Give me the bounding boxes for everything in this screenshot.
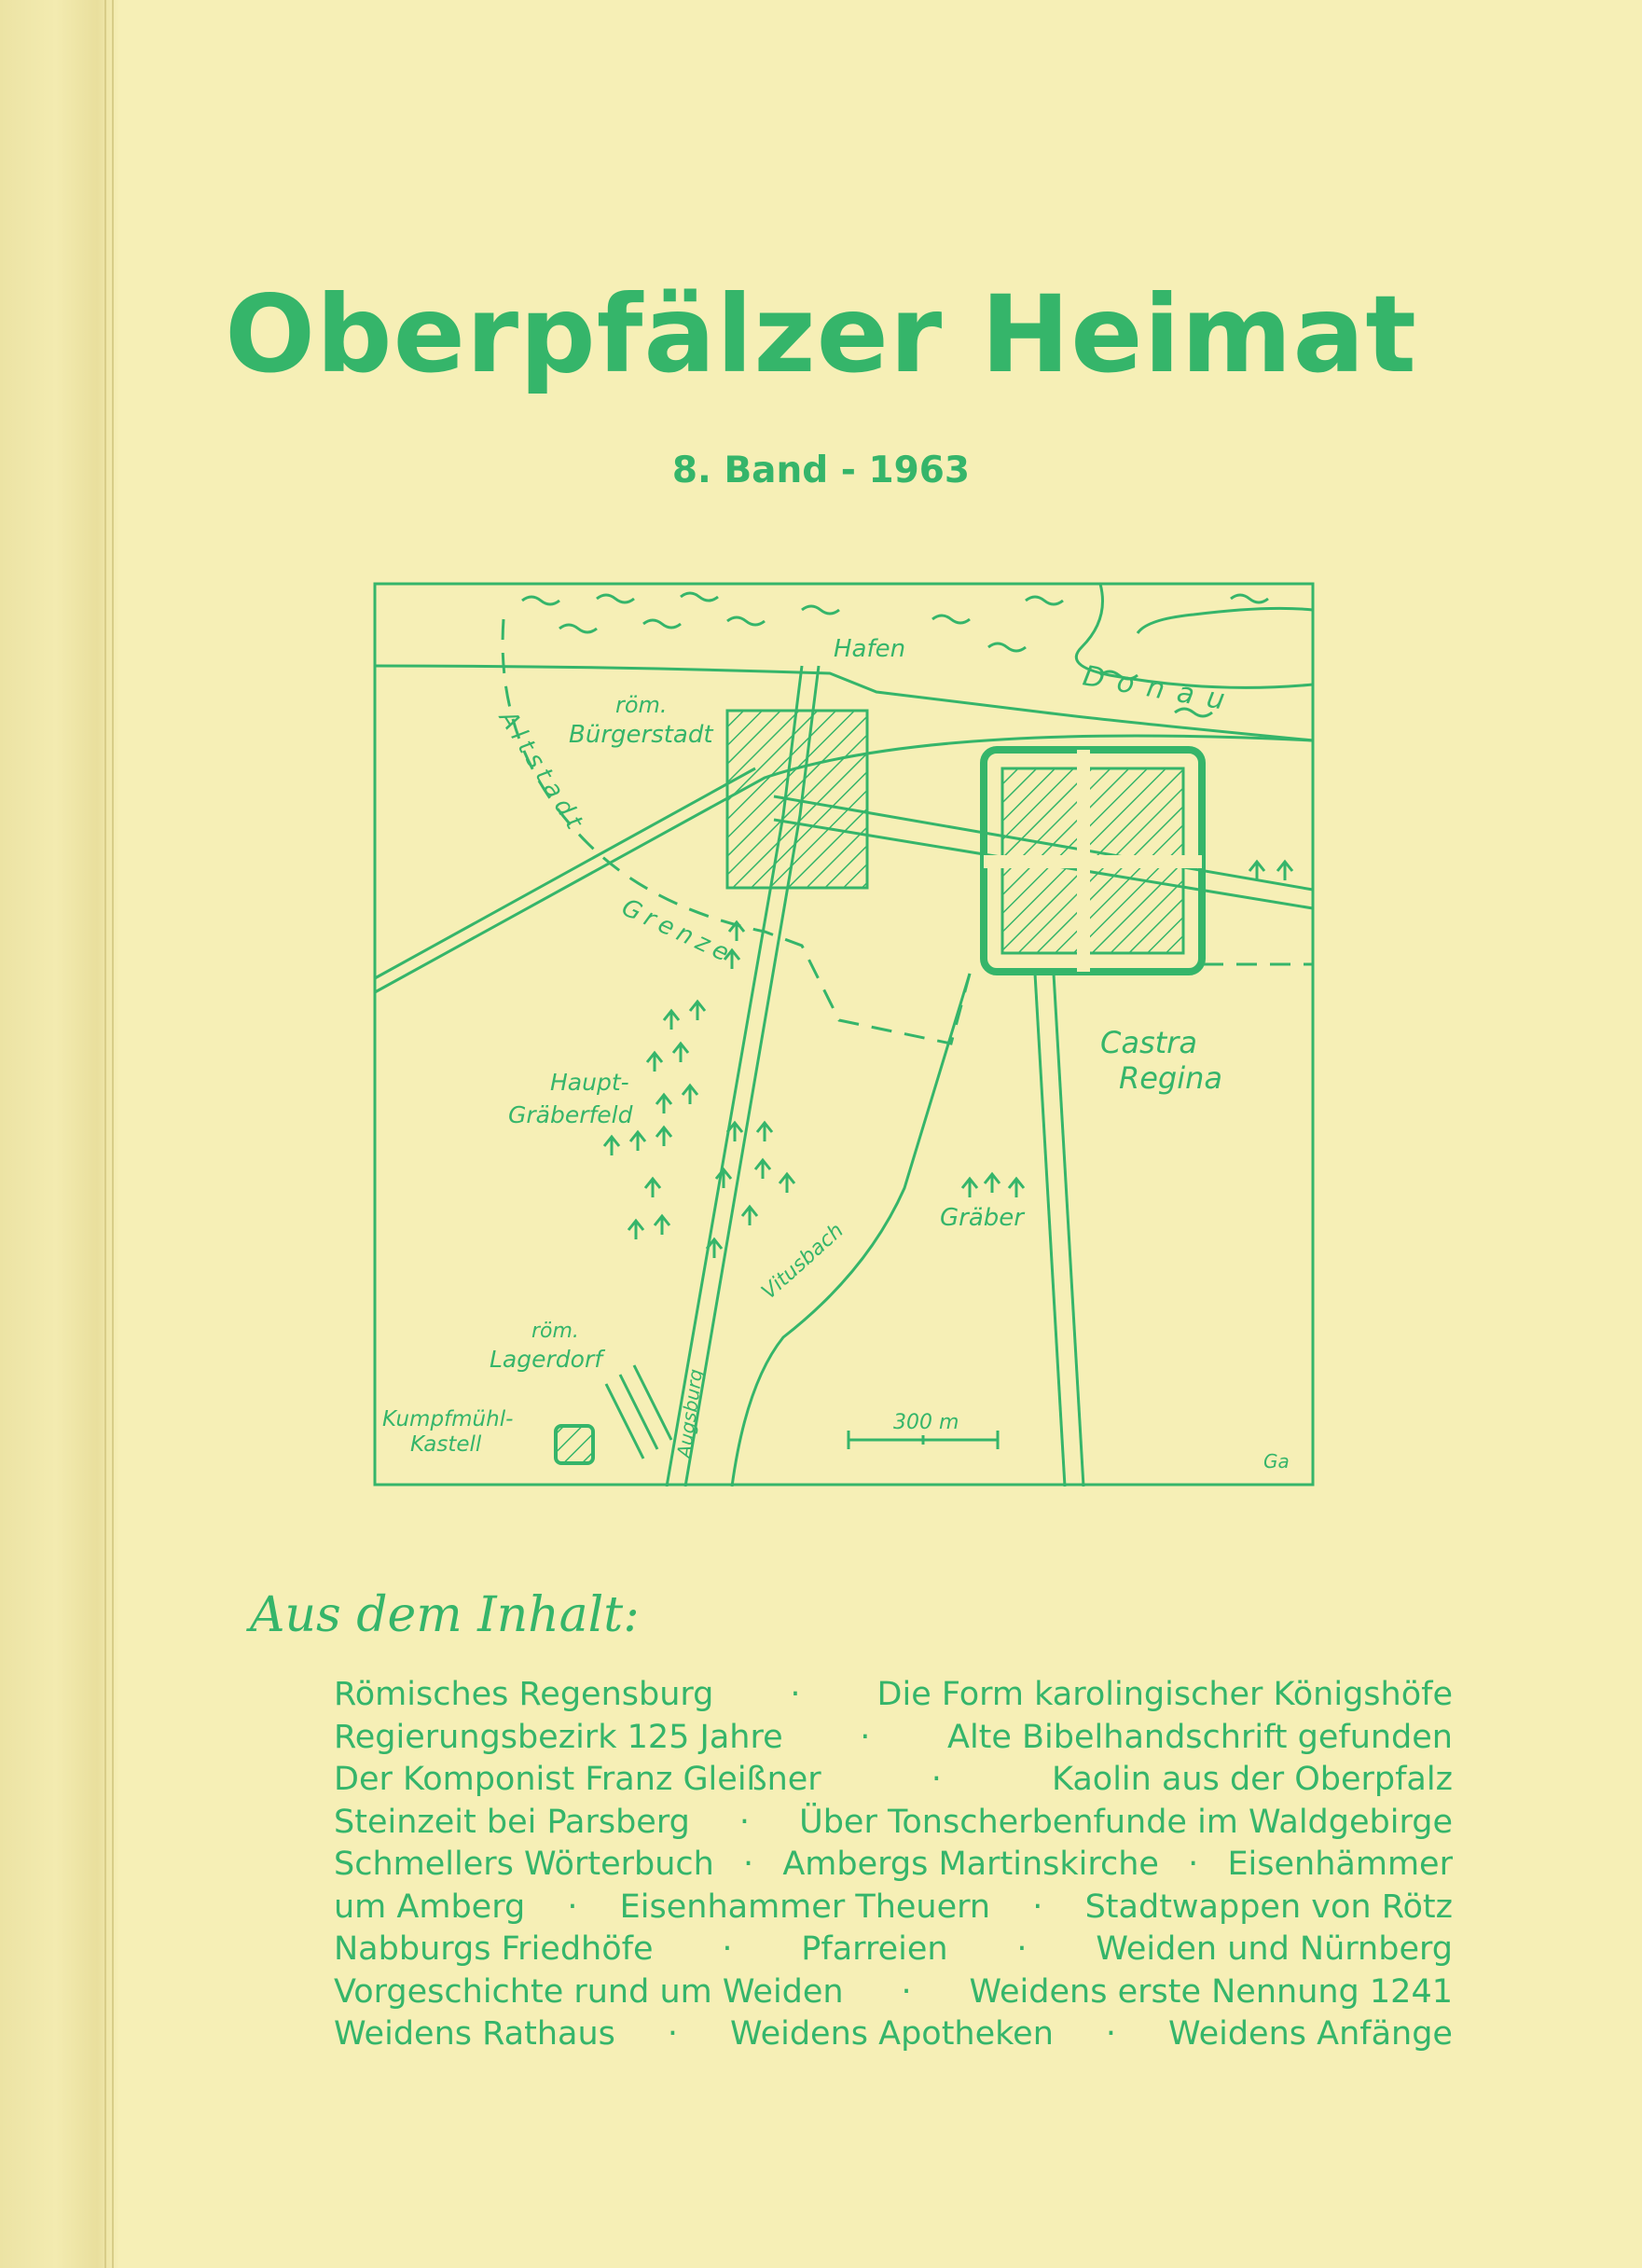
contents-item: Weidens Apotheken [730,2015,1054,2053]
contents-line [334,1887,1453,1929]
label-castra-1: Castra [1100,1025,1197,1060]
label-haupt-2: Gräberfeld [508,1101,633,1128]
contents-item: Der Komponist Franz Gleißner [334,1761,821,1798]
contents-item: Die Form karolingischer Königshöfe [876,1676,1453,1713]
contents-item: Nabburgs Friedhöfe [334,1930,654,1968]
contents-separator: · [722,1930,733,1968]
road-south [1035,974,1065,1487]
contents-item: Römisches Regensburg [334,1676,714,1713]
label-lagerdorf-2: Lagerdorf [490,1346,603,1373]
contents-item: Eisenhammer Theuern [619,1888,991,1926]
label-rom-burgerstadt-1: röm. [615,692,668,718]
contents-line [334,1674,1453,1717]
contents-item: Über Tonscherbenfunde im Waldgebirge [799,1803,1453,1841]
contents-line [334,1802,1453,1845]
contents-line [334,2013,1453,2056]
label-vitusbach: Vitusbach [757,1219,849,1305]
contents-item: Kaolin aus der Oberpfalz [1052,1761,1453,1798]
map-drawing [373,582,1315,1487]
label-castra-2: Regina [1119,1060,1223,1096]
contents-item: Weidens Rathaus [334,2015,615,2053]
river-island-line [1138,608,1313,633]
label-grenze: Grenze [617,893,738,970]
label-kumpfmuhl-2: Kastell [410,1432,482,1457]
cover-title: Oberpfälzer Heimat [225,272,1417,396]
contents-separator: · [860,1718,871,1756]
label-graber: Gräber [940,1204,1024,1232]
contents-separator: · [738,1803,751,1841]
contents-separator: · [567,1888,578,1926]
contents-separator: · [1188,1846,1199,1883]
contents-item: Pfarreien [801,1930,948,1968]
contents-separator: · [790,1676,801,1713]
label-haupt-1: Haupt- [550,1069,629,1096]
lagerdorf-hatch [606,1365,671,1459]
contents-heading: Aus dem Inhalt: [250,1587,640,1643]
contents-line [334,1844,1453,1887]
contents-separator: · [1032,1888,1043,1926]
contents-item: Stadtwappen von Rötz [1084,1888,1453,1926]
contents-separator: · [931,1761,942,1798]
vitusbach-creek [732,974,970,1487]
label-lagerdorf-1: röm. [531,1320,579,1343]
contents-separator: · [743,1846,754,1883]
label-altstadt: Altstadt [493,705,591,839]
contents-separator: · [901,1972,912,2011]
contents-separator: · [1016,1930,1028,1968]
contents-line [334,1971,1453,2014]
contents-item: Eisenhämmer [1227,1846,1453,1883]
contents-item: Weiden und Nürnberg [1096,1930,1453,1968]
contents-item: Ambergs Martinskirche [782,1846,1159,1883]
contents-item: Regierungsbezirk 125 Jahre [334,1718,783,1756]
contents-line [334,1929,1453,1971]
contents-item: um Amberg [334,1888,526,1926]
kumpfmuhl-kastell [556,1426,593,1463]
label-scale: 300 m [893,1411,959,1434]
contents-item: Schmellers Wörterbuch [334,1846,714,1883]
contents-item: Vorgeschichte rund um Weiden [334,1972,844,2011]
map-signature: Ga [1263,1450,1290,1473]
contents-list [334,1674,1453,2056]
label-augsburg: Augsburg [672,1367,708,1459]
cover-subtitle: 8. Band - 1963 [671,449,971,491]
road-south-edge [1054,974,1083,1487]
label-rom-burgerstadt-2: Bürgerstadt [569,721,713,749]
label-hafen: Hafen [834,635,906,663]
contents-item: Alte Bibelhandschrift gefunden [947,1718,1453,1756]
contents-line [334,1759,1453,1802]
contents-line [334,1717,1453,1760]
map-regensburg [373,582,1315,1487]
contents-item: Weidens Anfänge [1168,2015,1453,2053]
label-kumpfmuhl-1: Kumpfmühl- [382,1407,514,1431]
contents-item: Weidens erste Nennung 1241 [969,1972,1453,2011]
label-donau: Donau [1080,659,1241,720]
contents-separator: · [1105,2015,1117,2053]
burgerstadt-area [727,711,867,888]
contents-separator: · [667,2015,679,2053]
contents-item: Steinzeit bei Parsberg [334,1803,690,1841]
